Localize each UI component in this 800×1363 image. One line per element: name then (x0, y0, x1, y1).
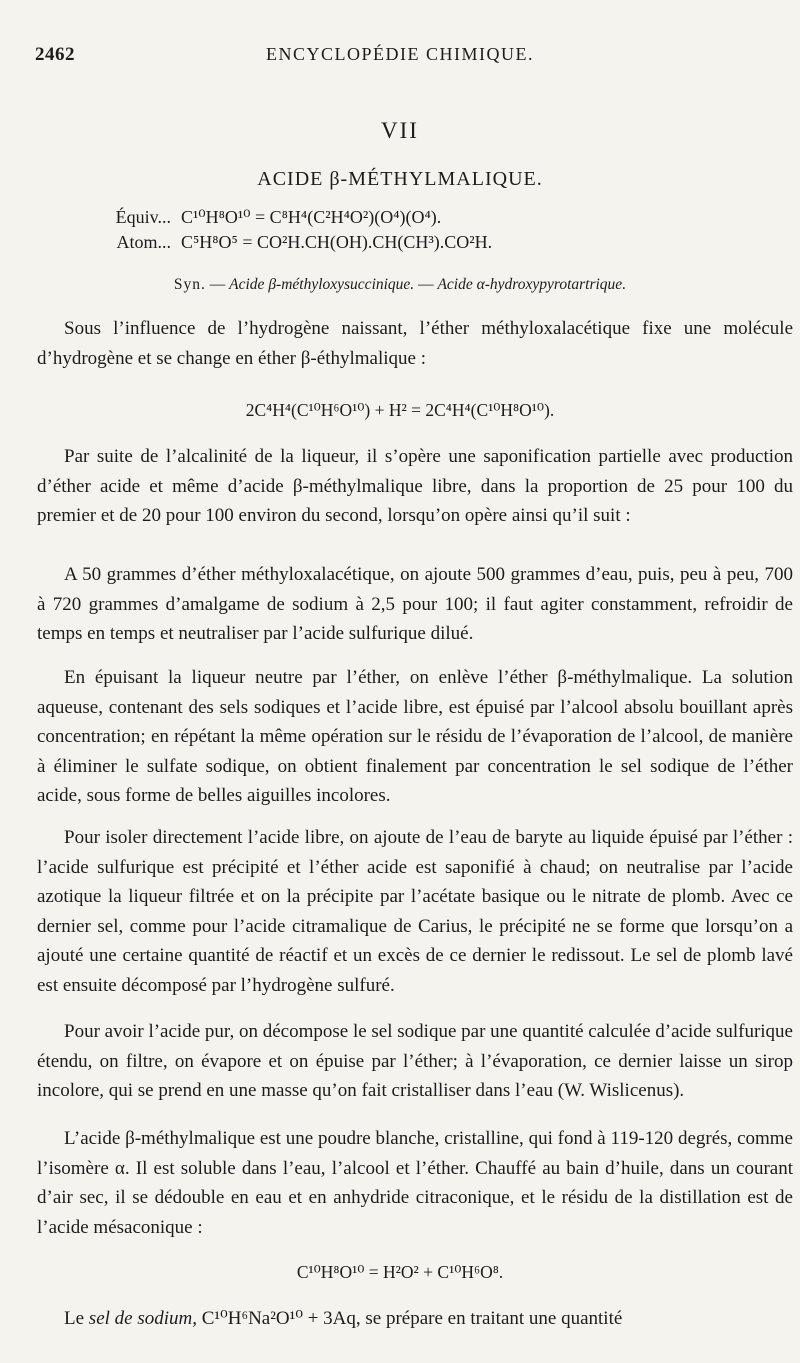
equation-2: C¹⁰H⁸O¹⁰ = H²O² + C¹⁰H⁶O⁸. (296, 1262, 504, 1282)
synonyms-label: Syn. (173, 276, 206, 293)
p8-start: Le (64, 1308, 89, 1329)
p8-italic: sel de sodium, (88, 1308, 197, 1329)
paragraph-7: L’acide β-méthylmalique est une poudre blanche, cristalline, qui fond à 119-120 degrés, comme l’isomère α. Il est soluble dans l’eau, l’alcool et l’éther. Chauffé au bain d’huile, dans un courant d’air sec, il se dédouble en eau et en anhydride citraconique, et le résidu de la distillation est de l’acide mésaconique : (37, 1128, 793, 1238)
paragraph-2: Par suite de l’alcalinité de la liqueur, il s’opère une saponification partielle avec production d’éther acide et même d’acide β-méthylmalique libre, dans la proportion de 25 pour 100 du premier et de 20 pour 100 environ du second, lorsqu’on opère ainsi qu’il suit : (37, 446, 793, 526)
paragraph-3: A 50 grammes d’éther méthyloxalacétique, on ajoute 500 grammes d’eau, puis, peu à peu, 700 à 720 grammes d’amalgame de sodium à 2,5 pour 100; il faut agiter constamment, refroidir de temps en temps et neutraliser par l’acide sulfurique dilué. (37, 564, 793, 644)
page-number: 2462 (35, 44, 75, 65)
synonym-1: Acide β-méthyloxysuccinique. (229, 276, 415, 293)
atom-value: C⁵H⁸O⁵ = CO²H.CH(OH).CH(CH³).CO²H. (181, 232, 493, 252)
equation-1: 2C⁴H⁴(C¹⁰H⁶O¹⁰) + H² = 2C⁴H⁴(C¹⁰H⁸O¹⁰). (245, 400, 555, 420)
paragraph-8 (37, 1304, 793, 1334)
section-title: ACIDE β-MÉTHYLMALIQUE. (257, 168, 543, 190)
equiv-value: C¹⁰H⁸O¹⁰ = C⁸H⁴(C²H⁴O²)(O⁴)(O⁴). (181, 207, 442, 227)
equiv-formula (73, 207, 441, 228)
equiv-label: Équiv... (115, 207, 171, 227)
paragraph-6: Pour avoir l’acide pur, on décompose le sel sodique par une quantité calculée d’acide sulfurique étendu, on filtre, on évapore et on épuise par l’éther; à l’évaporation, ce dernier laisse un sirop incolore, qui se prend en une masse qu’on fait cristalliser dans l’eau (W. Wislicenus). (37, 1021, 793, 1101)
paragraph-4: En épuisant la liqueur neutre par l’éther, on enlève l’éther β-méthylmalique. La solution aqueuse, contenant des sels sodiques et l’acide libre, est épuisé par l’alcool absolu bouillant après concentration; en répétant la même opération sur le résidu de l’évaporation de l’alcool, de manière à éliminer le sulfate sodique, on obtient finalement par concentration le sel sodique de l’éther acide, sous forme de belles aiguilles incolores. (37, 667, 793, 806)
page-header (35, 44, 765, 68)
paragraph-1: Sous l’influence de l’hydrogène naissant, l’éther méthyloxalacétique fixe une molécule d’hydrogène et se change en éther β-éthylmalique : (37, 318, 793, 369)
atom-label: Atom... (116, 232, 171, 252)
section-number: VII (381, 118, 419, 143)
atom-formula (73, 232, 492, 253)
synonyms-dash: — (205, 276, 230, 293)
synonym-2: Acide α-hydroxypyrotartrique. (437, 276, 627, 293)
synonyms-line (0, 276, 800, 294)
running-title: ENCYCLOPÉDIE CHIMIQUE. (266, 44, 534, 64)
synonyms-dash-2: — (414, 276, 438, 293)
p8-rest: C¹⁰H⁶Na²O¹⁰ + 3Aq, se prépare en traitant une quantité (196, 1308, 623, 1329)
paragraph-5: Pour isoler directement l’acide libre, on ajoute de l’eau de baryte au liquide épuisé par l’éther : l’acide sulfurique est précipité et l’éther acide est saponifié à chaud; on neutralise par l’acide azotique la liqueur filtrée et on la précipite par l’acétate basique ou le nitrate de plomb. Avec ce dernier sel, comme pour l’acide citramalique de Carius, le précipité ne se forme que lorsqu’on a ajouté une certaine quantité de réactif et un excès de ce dernier le redissout. Le sel de plomb lavé est ensuite décomposé par l’hydrogène sulfuré. (37, 827, 793, 996)
